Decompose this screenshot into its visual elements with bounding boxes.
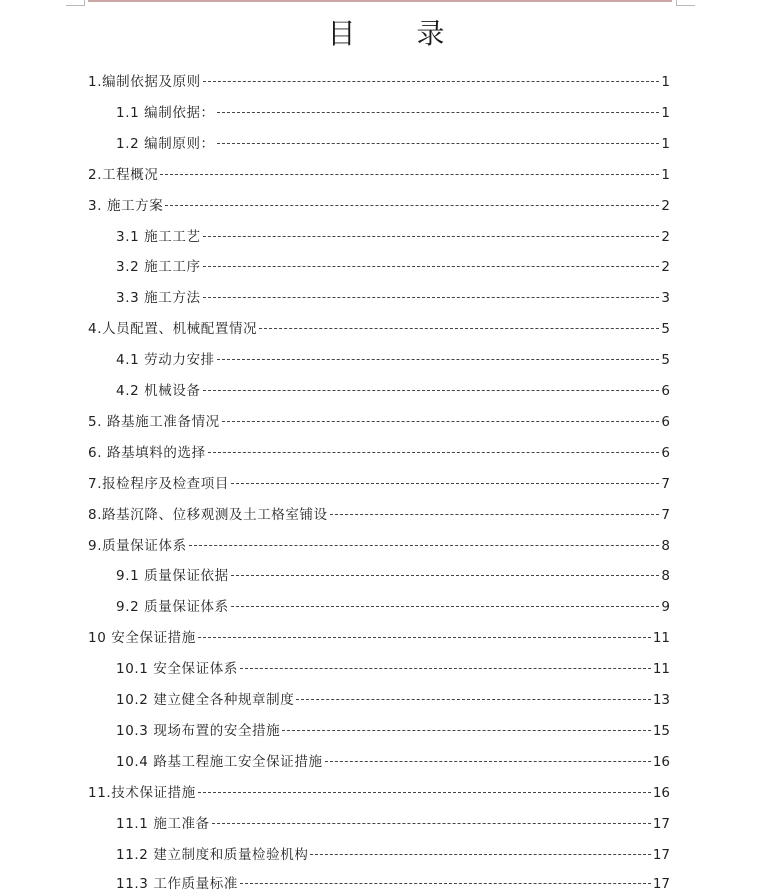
toc-entry-label: 10.2 建立健全各种规章制度 [116, 692, 295, 708]
toc-page-number: 15 [652, 722, 670, 739]
toc-entry[interactable] [116, 750, 670, 774]
toc-entry-label: 4.2 机械设备 [116, 383, 201, 399]
toc-dot-leader [217, 359, 660, 360]
toc-entry[interactable] [116, 719, 670, 743]
toc-entry[interactable] [116, 225, 670, 249]
crop-mark-left [66, 0, 85, 6]
toc-entry[interactable] [88, 410, 670, 434]
toc-page-number: 7 [661, 506, 670, 523]
toc-page-number: 17 [652, 815, 670, 832]
page-top-border [88, 0, 672, 2]
toc-entry-partial[interactable] [116, 872, 670, 892]
toc-dot-leader [203, 297, 660, 298]
toc-page-number: 17 [652, 876, 670, 892]
toc-page-number: 8 [661, 537, 670, 554]
toc-entry-label: 10.1 安全保证体系 [116, 661, 238, 678]
toc-page-number: 9 [661, 599, 670, 616]
toc-entry-label: 3.1 施工工艺 [116, 228, 201, 245]
toc-dot-leader [231, 606, 660, 607]
toc-page-number: 6 [661, 444, 670, 461]
toc-page-number: 11 [652, 630, 670, 647]
toc-entry[interactable] [116, 101, 670, 125]
toc-title: 目 录 [327, 17, 471, 50]
toc-dot-leader [212, 823, 651, 824]
toc-entry-label: 10.3 现场布置的安全措施 [116, 722, 281, 739]
toc-entry[interactable] [88, 194, 670, 218]
toc-entry-label: 11.2 建立制度和质量检验机构 [116, 846, 309, 863]
toc-dot-leader [217, 143, 660, 144]
toc-entry[interactable] [88, 163, 670, 187]
toc-entry[interactable] [88, 441, 670, 465]
toc-dot-leader [160, 174, 659, 175]
toc-entry-label: 2.工程概况 [88, 166, 159, 183]
toc-page-number: 1 [661, 74, 670, 90]
toc-entry[interactable] [116, 255, 670, 279]
toc-entry-label: 6. 路基填料的选择 [88, 444, 206, 461]
toc-dot-leader [203, 236, 660, 237]
toc-dot-leader [198, 792, 651, 793]
toc-entry[interactable] [88, 317, 670, 341]
toc-dot-leader [325, 761, 651, 762]
toc-dot-leader [231, 575, 660, 576]
toc-entry[interactable] [88, 472, 670, 496]
toc-entry-label: 1.1 编制依据： [116, 104, 215, 121]
toc-entry[interactable] [116, 595, 670, 619]
toc-entry-label: 1.编制依据及原则 [88, 74, 201, 90]
toc-dot-leader [198, 637, 651, 638]
toc-entry-label: 3. 施工方案 [88, 197, 164, 214]
toc-page-number: 2 [661, 197, 670, 214]
toc-page-number: 2 [661, 228, 670, 245]
toc-dot-leader [231, 483, 659, 484]
toc-entry-label: 5. 路基施工准备情况 [88, 413, 220, 430]
toc-entry[interactable] [88, 70, 670, 94]
toc-page-number: 6 [661, 383, 670, 399]
toc-page-number: 1 [661, 166, 670, 183]
toc-page-number: 3 [661, 290, 670, 307]
toc-entry-label: 7.报检程序及检查项目 [88, 475, 229, 492]
toc-entry-label: 9.质量保证体系 [88, 537, 187, 554]
toc-entry[interactable] [116, 348, 670, 372]
toc-entry[interactable] [88, 534, 670, 558]
toc-page-number: 1 [661, 135, 670, 152]
toc-entry-label: 8.路基沉降、位移观测及土工格室铺设 [88, 506, 328, 523]
toc-entry[interactable] [116, 379, 670, 403]
toc-page-number: 11 [652, 661, 670, 678]
toc-dot-leader [165, 205, 659, 206]
toc-entry[interactable] [116, 843, 670, 867]
toc-entry[interactable] [88, 626, 670, 650]
toc-entry-label: 11.3 工作质量标准 [116, 876, 238, 892]
toc-page-number: 1 [661, 104, 670, 121]
toc-dot-leader [240, 883, 651, 884]
toc-page-number: 5 [661, 321, 670, 338]
toc-entry[interactable] [116, 657, 670, 681]
toc-entry[interactable] [116, 812, 670, 836]
toc-entry-label: 3.3 施工方法 [116, 290, 201, 307]
toc-entry-label: 1.2 编制原则： [116, 135, 215, 152]
toc-page-number: 7 [661, 475, 670, 492]
toc-entry-label: 9.2 质量保证体系 [116, 599, 229, 616]
toc-entry-label: 10 安全保证措施 [88, 630, 196, 647]
toc-entry-label: 11.技术保证措施 [88, 784, 196, 801]
toc-entry-label: 9.1 质量保证依据 [116, 568, 229, 585]
toc-entry-label: 4.1 劳动力安排 [116, 352, 215, 369]
toc-entry[interactable] [116, 688, 670, 712]
toc-entry-label: 10.4 路基工程施工安全保证措施 [116, 753, 323, 770]
toc-entry[interactable] [116, 132, 670, 156]
toc-dot-leader [282, 730, 651, 731]
toc-dot-leader [330, 514, 660, 515]
toc-dot-leader [259, 328, 659, 329]
toc-dot-leader [222, 421, 660, 422]
toc-entry[interactable] [116, 564, 670, 588]
crop-mark-right [676, 0, 695, 6]
toc-entry[interactable] [116, 872, 670, 896]
toc-page-number: 5 [661, 352, 670, 369]
toc-dot-leader [296, 699, 650, 700]
toc-entry-label: 3.2 施工工序 [116, 259, 201, 276]
toc-dot-leader [240, 668, 651, 669]
toc-page-number: 6 [661, 413, 670, 430]
toc-entry[interactable] [116, 286, 670, 310]
toc-page-number: 2 [661, 259, 670, 276]
toc-dot-leader [208, 452, 660, 453]
toc-page-number: 16 [652, 753, 670, 770]
toc-dot-leader [203, 81, 660, 82]
toc-entry-label: 4.人员配置、机械配置情况 [88, 321, 258, 338]
toc-entry[interactable] [88, 503, 670, 527]
toc-page-number: 8 [661, 568, 670, 585]
toc-page-number: 16 [652, 784, 670, 801]
toc-page-number: 17 [652, 846, 670, 863]
toc-dot-leader [189, 545, 660, 546]
toc-dot-leader [310, 854, 650, 855]
toc-dot-leader [203, 266, 660, 267]
toc-entry-label: 11.1 施工准备 [116, 815, 210, 832]
toc-page-number: 13 [652, 692, 670, 708]
toc-dot-leader [203, 390, 660, 391]
toc-entry[interactable] [88, 781, 670, 805]
toc-dot-leader [217, 112, 660, 113]
